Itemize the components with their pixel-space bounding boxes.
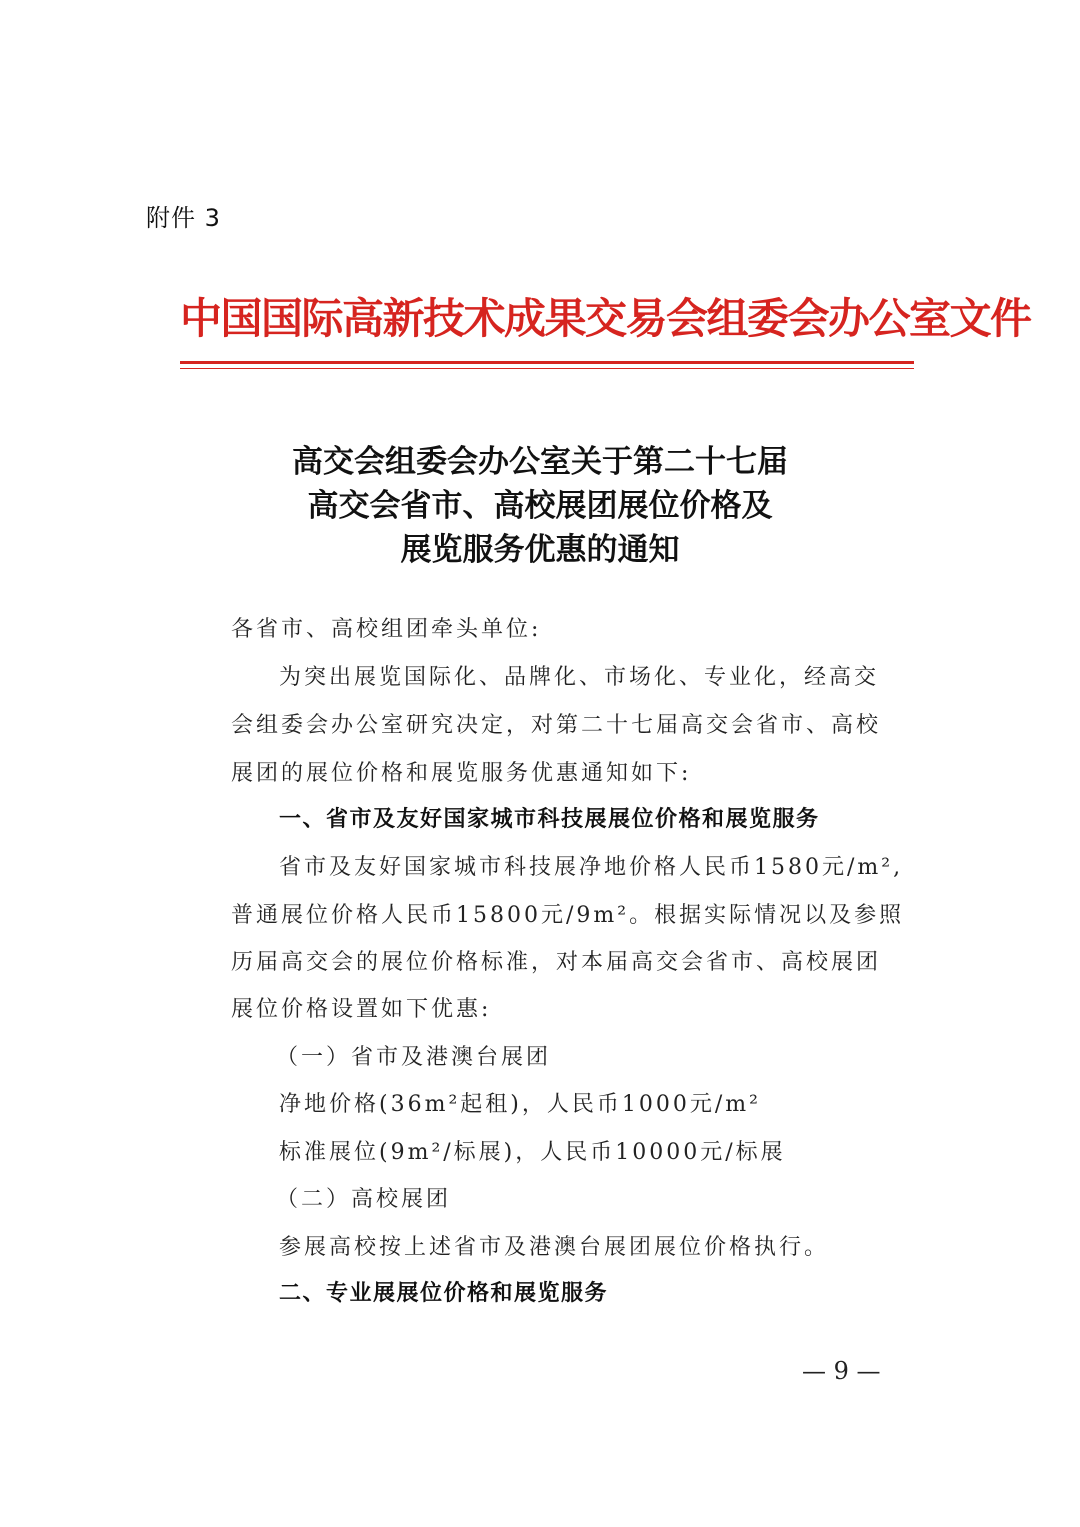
section-1-line: 展位价格设置如下优惠: xyxy=(231,997,492,1022)
document-title-line-3: 展览服务优惠的通知 xyxy=(400,532,680,568)
section-1-line: 历届高交会的展位价格标准，对本届高交会省市、高校展团 xyxy=(231,950,882,975)
header-rule-thin xyxy=(180,368,914,369)
intro-line: 会组委会办公室研究决定，对第二十七届高交会省市、高校 xyxy=(231,713,882,738)
page-number: — 9 — xyxy=(802,1357,881,1385)
price-item: 净地价格(36m²起租)，人民币1000元/m² xyxy=(279,1092,761,1117)
intro-line: 展团的展位价格和展览服务优惠通知如下: xyxy=(231,761,692,786)
section-2-heading: 二、专业展展位价格和展览服务 xyxy=(279,1281,609,1306)
price-item: 标准展位(9m²/标展)，人民币10000元/标展 xyxy=(279,1140,786,1165)
header-rule-thick xyxy=(180,361,914,364)
document-title-line-1: 高交会组委会办公室关于第二十七届 xyxy=(292,444,788,480)
issuer-header: 中国国际高新技术成果交易会组委会办公室文件 xyxy=(180,294,1031,343)
document-title xyxy=(160,440,920,572)
section-1-line: 省市及友好国家城市科技展净地价格人民币1580元/m², xyxy=(279,855,904,880)
document-title-line-2: 高交会省市、高校展团展位价格及 xyxy=(307,488,773,524)
section-1-line: 普通展位价格人民币15800元/9m²。根据实际情况以及参照 xyxy=(231,903,905,928)
salutation: 各省市、高校组团牵头单位: xyxy=(231,617,542,642)
subsection-1-heading: （一）省市及港澳台展团 xyxy=(276,1045,552,1070)
intro-line: 为突出展览国际化、品牌化、市场化、专业化，经高交 xyxy=(279,665,880,690)
subsection-2-text: 参展高校按上述省市及港澳台展团展位价格执行。 xyxy=(279,1235,830,1260)
attachment-label: 附件 3 xyxy=(146,204,221,232)
subsection-2-heading: （二）高校展团 xyxy=(276,1187,452,1212)
section-1-heading: 一、省市及友好国家城市科技展展位价格和展览服务 xyxy=(279,807,820,832)
